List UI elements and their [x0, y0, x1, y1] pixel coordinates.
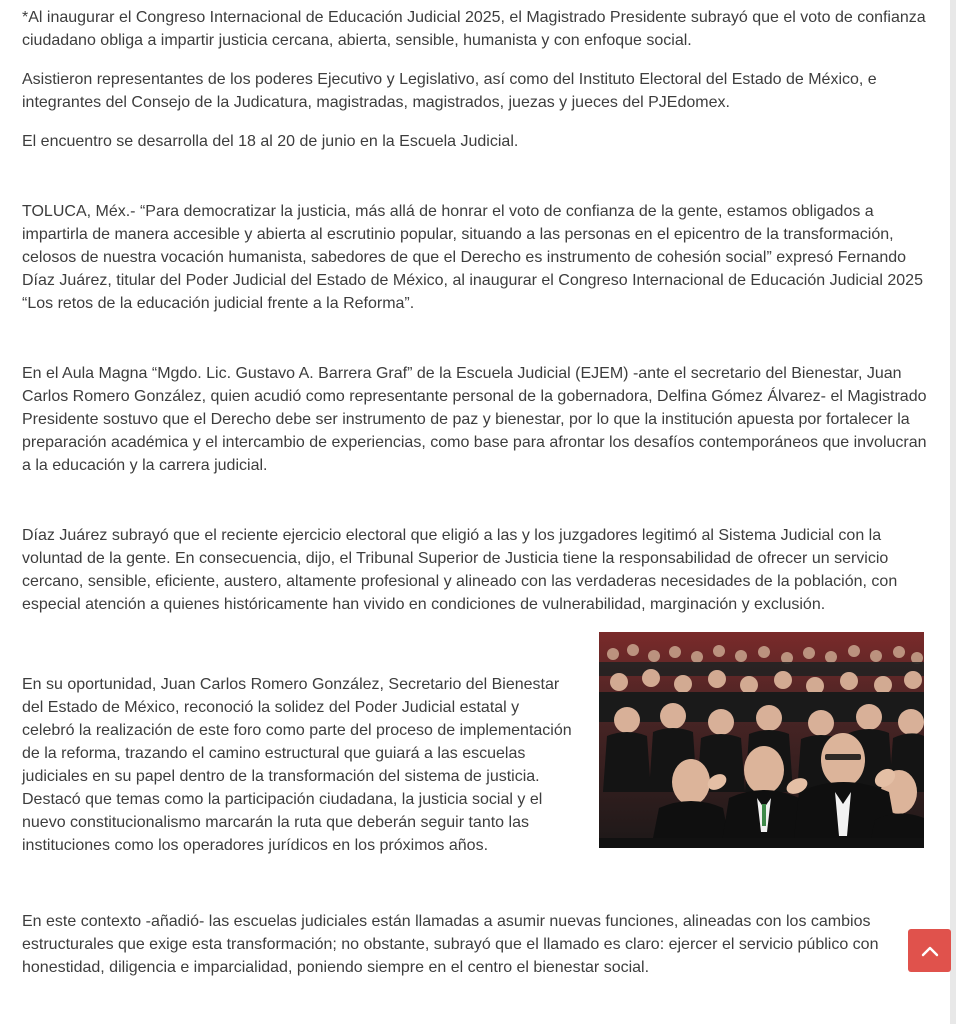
back-to-top-button[interactable] [908, 929, 951, 972]
article-summary-2: Asistieron representantes de los poderes Ejecutivo y Legislativo, así como del Instituto Electoral del Estado de México, e integrantes del Consejo de la Judicatura, magistradas, magistrados, juezas y jueces del PJEdomex. [22, 71, 877, 111]
article-body [22, 6, 928, 995]
article-paragraph-romero: En su oportunidad, Juan Carlos Romero González, Secretario del Bienestar del Estado de México, reconoció la solidez del Poder Judicial estatal y celebró la realización de este foro como parte del proceso de implementación de la reforma, trazando el camino estructural que guiará a las escuelas judiciales en su papel dentro de la transformación del sistema de justicia. Destacó que temas como la participación ciudadana, la justicia social y el nuevo constitucionalismo marcarán la ruta que deberán seguir tanto las instituciones como los operadores jurídicos en los próximos años. [22, 676, 572, 854]
article-paragraph-lead: TOLUCA, Méx.- “Para democratizar la justicia, más allá de honrar el voto de confianza de la gente, estamos obligados a impartirla de manera accesible y abierta al escrutinio popular, situando a las personas en el epicentro de la transformación, celosos de nuestra vocación humanista, sabedores de que el Derecho es instrumento de cohesión social” expresó Fernando Díaz Juárez, titular del Poder Judicial del Estado de México, al inaugurar el Congreso Internacional de Educación Judicial 2025 “Los retos de la educación judicial frente a la Reforma”. [22, 203, 923, 312]
audience-photo [599, 632, 924, 848]
chevron-up-icon [921, 945, 939, 957]
page-scrollbar[interactable] [950, 0, 956, 1024]
article-paragraph-context: En este contexto -añadió- las escuelas judiciales están llamadas a asumir nuevas funciones, alineadas con los cambios estructurales que exige esta transformación; no obstante, subrayó que el llamado es claro: ejercer el servicio público con honestidad, diligencia e imparcialidad, poniendo siempre en el centro el bienestar social. [22, 913, 879, 976]
article-summary-1: *Al inaugurar el Congreso Internacional de Educación Judicial 2025, el Magistrado Presidente subrayó que el voto de confianza ciudadano obliga a impartir justicia cercana, abierta, sensible, humanista y con enfoque social. [22, 9, 926, 49]
article-summary-3: El encuentro se desarrolla del 18 al 20 de junio en la Escuela Judicial. [22, 133, 519, 150]
figure-row [22, 632, 928, 864]
article-paragraph-aula-magna: En el Aula Magna “Mgdo. Lic. Gustavo A. Barrera Graf” de la Escuela Judicial (EJEM) -ante el secretario del Bienestar, Juan Carlos Romero González, quien acudió como representante personal de la gobernadora, Delfina Gómez Álvarez- el Magistrado Presidente sostuvo que el Derecho debe ser instrumento de paz y bienestar, por lo que la institución apuesta por fortalecer la preparación académica y el intercambio de experiencias, como base para afrontar los desafíos contemporáneos que involucran a la educación y la carrera judicial. [22, 365, 927, 474]
article-paragraph-diaz-juarez: Díaz Juárez subrayó que el reciente ejercicio electoral que eligió a las y los juzgadores legitimó al Sistema Judicial con la voluntad de la gente. En consecuencia, dijo, el Tribunal Superior de Justicia tiene la responsabilidad de ofrecer un servicio cercano, sensible, eficiente, austero, altamente profesional y alineado con las verdaderas necesidades de la población, con especial atención a quienes históricamente han vivido en condiciones de vulnerabilidad, marginación y exclusión. [22, 527, 898, 613]
audience-photo-illustration [599, 632, 924, 848]
